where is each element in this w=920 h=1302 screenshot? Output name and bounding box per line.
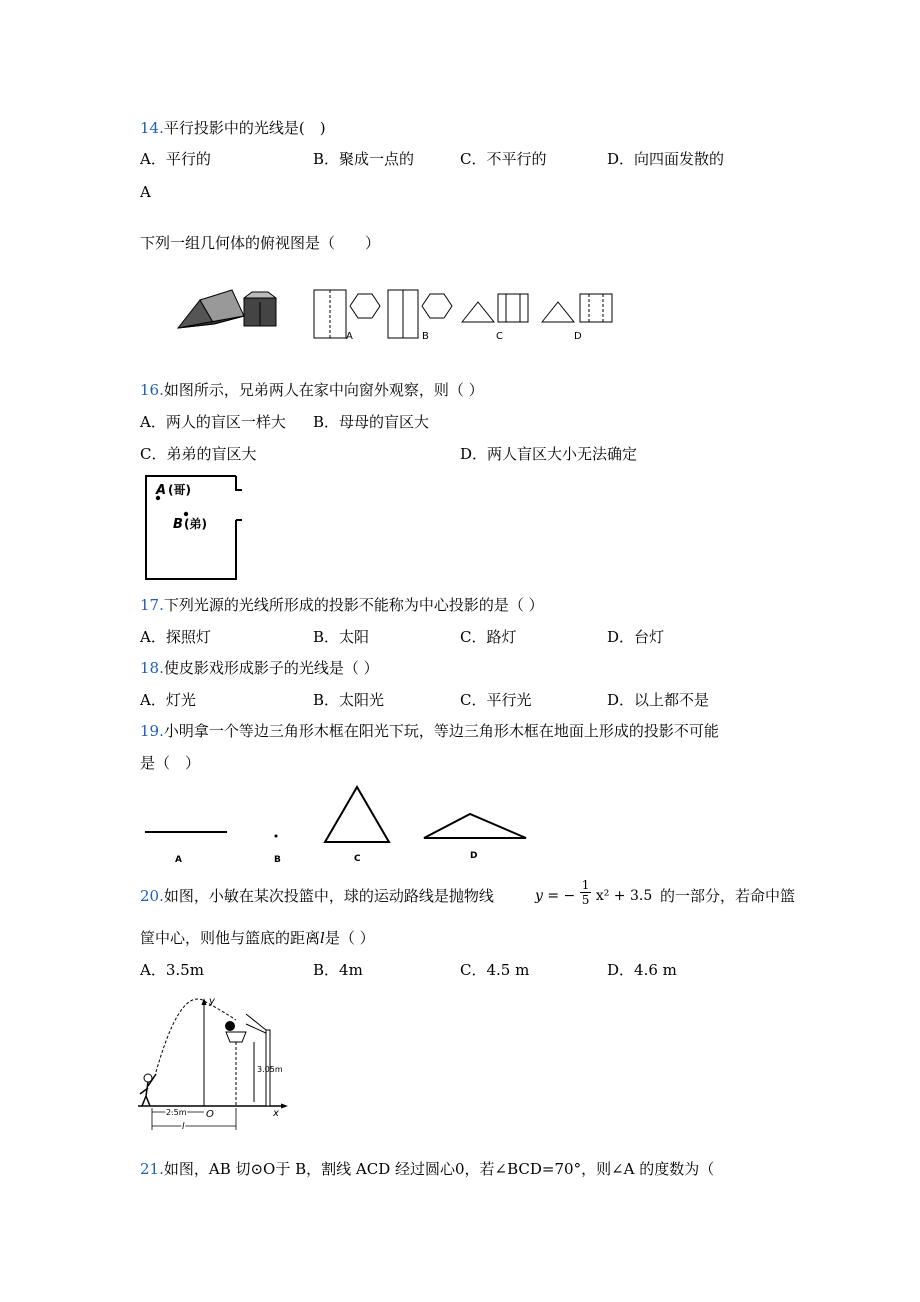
- q20-text2-end: 是（ ）: [324, 929, 375, 947]
- q17-option-d: D．台灯: [607, 628, 665, 646]
- q15-label-b: B: [422, 331, 429, 342]
- q19-option-d-shape: [424, 814, 526, 838]
- q16-option-d: D．两人盲区大小无法确定: [460, 445, 638, 463]
- q17-number: 17.: [140, 596, 164, 614]
- q20-l-label: l: [182, 1122, 185, 1132]
- q14-option-a: A．平行的: [140, 150, 211, 168]
- q15-stem: 下列一组几何体的俯视图是（ ）: [140, 234, 381, 252]
- q15-option-c-shape: [462, 294, 528, 322]
- q16-number: 16.: [140, 381, 164, 399]
- q20-formula-rest: x² + 3.5: [595, 888, 653, 904]
- q19-text: 小明拿一个等边三角形木框在阳光下玩，等边三角形木框在地面上形成的投影不可能: [163, 722, 719, 740]
- q18-text: 使皮影戏形成影子的光线是（ ）: [163, 659, 379, 677]
- q20-height-label: 3.05m: [257, 1065, 283, 1074]
- q20-option-d: D．4.6 m: [607, 961, 677, 979]
- q19-figure: [140, 782, 540, 866]
- q16-option-c: C．弟弟的盲区大: [140, 445, 257, 463]
- q16-option-a: A．两人的盲区一样大: [140, 413, 286, 431]
- triangular-prism-shape: [178, 290, 244, 328]
- q14-option-b: B．聚成一点的: [313, 150, 415, 168]
- q15-figure: [170, 280, 630, 345]
- q20-text-a: 如图，小敏在某次投篮中，球的运动路线是抛物线: [163, 887, 494, 905]
- q17-stem: [140, 595, 544, 615]
- q21-stem: [140, 1159, 714, 1179]
- q15-label-d: D: [574, 331, 582, 342]
- q17-option-c: C．路灯: [460, 628, 517, 646]
- q16-point-a-note: (哥): [168, 483, 191, 497]
- q16-point-b-note: (弟): [184, 517, 207, 531]
- q16-point-a: A: [156, 483, 167, 498]
- q20-origin: O: [206, 1109, 214, 1120]
- q14-number: 14.: [140, 119, 164, 137]
- q14-stem: [140, 118, 326, 138]
- q16-text: 如图所示，兄弟两人在家中向窗外观察，则（ ）: [163, 381, 484, 399]
- q14-option-d: D．向四面发散的: [607, 150, 725, 168]
- q18-option-a: A．灯光: [140, 691, 196, 709]
- q20-fraction: [580, 878, 592, 907]
- hexagonal-prism-shape: [244, 292, 276, 326]
- q19-option-b-shape: [275, 835, 278, 838]
- q20-option-b: B．4m: [313, 961, 363, 979]
- q20-formula: [535, 878, 652, 914]
- q17-option-a: A．探照灯: [140, 628, 211, 646]
- q20-frac-num: 1: [581, 878, 590, 892]
- q18-option-d: D．以上都不是: [607, 691, 710, 709]
- q14-text: 平行投影中的光线是( ): [163, 119, 326, 137]
- q19-label-b: B: [274, 855, 281, 865]
- q19-label-a: A: [175, 855, 182, 865]
- q20-text2: 筐中心，则他与篮底的距离: [140, 929, 321, 947]
- q18-stem: [140, 658, 379, 678]
- q18-option-c: C．平行光: [460, 691, 532, 709]
- q20-option-a: A．3.5m: [140, 961, 204, 979]
- q21-text: 如图，AB 切⊙O于 B，割线 ACD 经过圆心0，若∠BCD=70°，则∠A 的度数为（: [163, 1160, 715, 1178]
- q19-label-d: D: [470, 851, 478, 861]
- q20-axis-x: x: [273, 1108, 279, 1119]
- q16-stem: [140, 380, 484, 400]
- q17-option-b: B．太阳: [313, 628, 370, 646]
- q19-stem-line2: 是（ ）: [140, 754, 201, 772]
- q20-formula-y: y = −: [535, 888, 576, 904]
- q19-option-c-shape: [325, 787, 389, 842]
- q15-label-a: A: [346, 331, 353, 342]
- q15-option-b-shape: [388, 290, 452, 338]
- q20-option-c: C．4.5 m: [460, 961, 530, 979]
- q19-label-c: C: [354, 854, 361, 864]
- q14-answer: A: [140, 183, 151, 201]
- q20-frac-den: 5: [581, 893, 590, 907]
- q20-number: 20.: [140, 887, 164, 905]
- q18-option-b: B．太阳光: [313, 691, 385, 709]
- q16-point-b: B: [173, 517, 183, 532]
- q20-stem-line2: [140, 928, 375, 948]
- q20-dist-label: 2.5m: [166, 1108, 187, 1117]
- q20-figure: [136, 994, 296, 1140]
- q16-figure: [140, 472, 250, 584]
- q20-stem: [140, 886, 494, 906]
- q21-number: 21.: [140, 1160, 164, 1178]
- q20-axis-y: y: [209, 996, 215, 1007]
- q20-var-l: l: [320, 929, 325, 947]
- q15-label-c: C: [496, 331, 503, 342]
- q19-number: 19.: [140, 722, 164, 740]
- q16-option-b: B．母母的盲区大: [313, 413, 430, 431]
- q15-option-d-shape: [542, 294, 612, 322]
- q17-text: 下列光源的光线所形成的投影不能称为中心投影的是（ ）: [163, 596, 544, 614]
- q20-text-b: 的一部分，若命中篮: [660, 887, 796, 905]
- q18-number: 18.: [140, 659, 164, 677]
- q14-option-c: C．不平行的: [460, 150, 547, 168]
- q19-stem: [140, 721, 719, 741]
